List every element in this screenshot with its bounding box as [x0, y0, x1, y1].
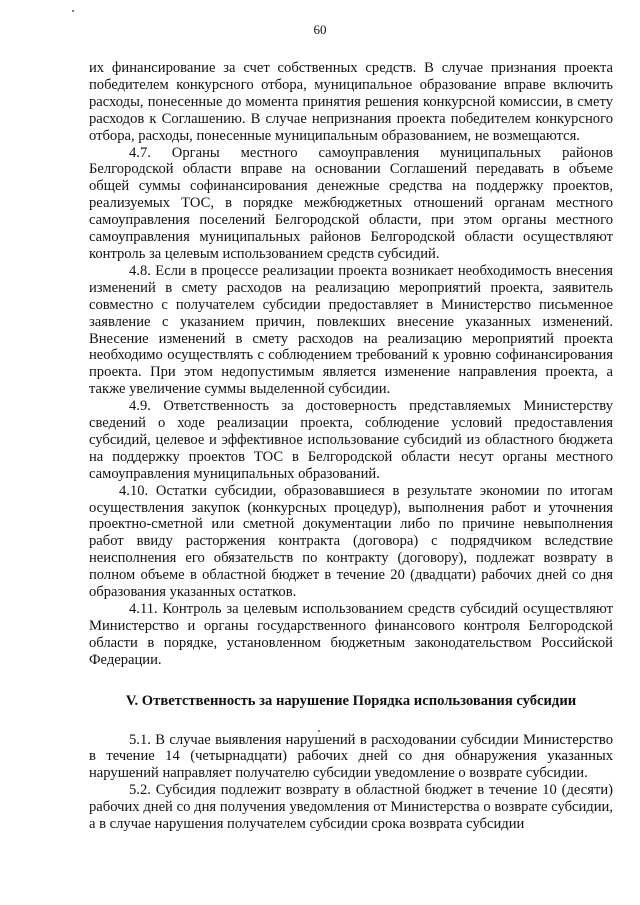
scan-artifact	[318, 730, 320, 732]
paragraph-4-9: 4.9. Ответственность за достоверность представляемых Министерству сведений о ходе реализации проекта, соблюдение условий предоставления субсидий, целевое и эффективное использование субсидий из областного бюджета на поддержку проектов ТОС в Белгородской области несут органы местного самоуправления муниципальных образований.	[89, 398, 613, 482]
page-number: 60	[313, 22, 327, 37]
paragraph-4-7: 4.7. Органы местного самоуправления муниципальных районов Белгородской области вправе на основании Соглашений передавать в объеме общей суммы софинансирования денежные средства на поддержку проектов, реализуемых ТОС, в порядке межбюджетных отношений органам местного самоуправления поселений Белгородской области, при этом органы местного самоуправления муниципальных районов Белгородской области осуществляют контроль за целевым использованием средств субсидий.	[89, 144, 613, 262]
paragraph-5-2: 5.2. Субсидия подлежит возврату в областной бюджет в течение 10 (десяти) рабочих дней со дня получения уведомления от Министерства о возврате субсидии, а в случае нарушения получателем субсидии срока возврата субсидии	[89, 782, 613, 833]
document-body	[89, 60, 613, 833]
scan-artifact	[72, 10, 74, 12]
paragraph-5-1: 5.1. В случае выявления нарушений в расходовании субсидии Министерство в течение 14 (четырнадцати) рабочих дней со дня обнаружения указанных нарушений направляет получателю субсидии уведомление о возврате субсидии.	[89, 731, 613, 782]
section-heading: V. Ответственность за нарушение Порядка использования субсидии	[125, 692, 577, 709]
paragraph-4-10: 4.10. Остатки субсидии, образовавшиеся в результате экономии по итогам осуществления закупок (конкурсных процедур), выполнения работ и уточнения проектно-сметной или сметной документации либо по причине невыполнения работ ввиду расторжения контракта (договора) с подрядчиком вследствие неисполнения его обязательств по контракту (договору), подлежат возврату в полном объеме в областной бюджет в течение 20 (двадцати) рабочих дней со дня образования указанных остатков.	[89, 482, 613, 601]
paragraph-4-11: 4.11. Контроль за целевым использованием средств субсидий осуществляют Министерство и органы государственного финансового контроля Белгородской области в порядке, установленном бюджетным законодательством Российской Федерации.	[89, 601, 613, 668]
paragraph-4-8: 4.8. Если в процессе реализации проекта возникает необходимость внесения изменений в смету расходов на реализацию мероприятий проекта, заявитель совместно с получателем субсидии предоставляет в Министерство письменное заявление с указанием причин, повлекших внесение указанных изменений. Внесение изменений в смету расходов на реализацию мероприятий проекта необходимо осуществлять с соблюдением требований к уровню софинансирования проекта. При этом недопустимым является изменение направления проекта, а также увеличение суммы выделенной субсидии.	[89, 262, 613, 398]
paragraph-continuation: их финансирование за счет собственных средств. В случае признания проекта победителем конкурсного отбора, муниципальное образование вправе включить расходы, понесенные до момента принятия решения конкурсной комиссии, в смету расходов к Соглашению. В случае непризнания проекта победителем конкурсного отбора, расходы, понесенные муниципальным образованием, не возмещаются.	[89, 60, 613, 144]
